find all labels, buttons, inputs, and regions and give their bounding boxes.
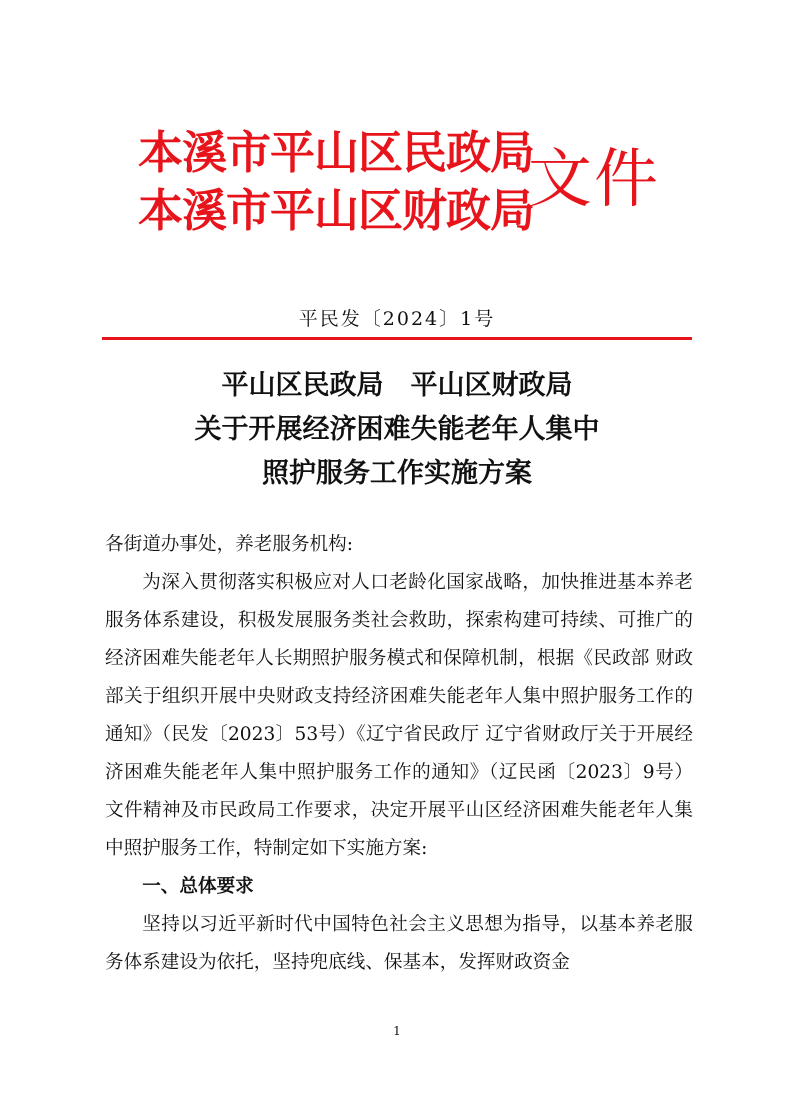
section-heading-1: 一、总体要求 bbox=[142, 876, 254, 897]
document-body bbox=[105, 526, 693, 982]
page-number: 1 bbox=[393, 1024, 401, 1038]
title-line-3: 照护服务工作实施方案 bbox=[262, 458, 532, 489]
red-separator-rule bbox=[102, 337, 692, 340]
title-line-1: 平山区民政局 平山区财政局 bbox=[221, 370, 573, 401]
document-header bbox=[0, 0, 794, 300]
title-line-2: 关于开展经济困难失能老年人集中 bbox=[194, 414, 600, 445]
paragraph-general-requirements: 坚持以习近平新时代中国特色社会主义思想为指导，以基本养老服务体系建设为依托，坚持兜底线、保基本，发挥财政资金 bbox=[105, 914, 693, 973]
issuer-civil-affairs-bureau: 本溪市平山区民政局 bbox=[138, 126, 535, 179]
issuer-finance-bureau: 本溪市平山区财政局 bbox=[138, 184, 535, 237]
document-word: 文件 bbox=[528, 143, 660, 217]
document-number: 平民发〔2024〕1号 bbox=[298, 308, 496, 330]
document-title bbox=[0, 364, 794, 496]
paragraph-intro: 为深入贯彻落实积极应对人口老龄化国家战略，加快推进基本养老服务体系建设，积极发展服务类社会救助，探索构建可持续、可推广的经济困难失能老年人长期照护服务模式和保障机制，根据《民政部 财政部关于组织开展中央财政支持经济困难失能老年人集中照护服务工作的通知》（民发〔2023〕53号）《辽宁省民政厅 辽宁省财政厅关于开展经济困难失能老年人集中照护服务工作的通知》（辽民函〔2023〕9号）文件精神及市民政局工作要求，决定开展平山区经济困难失能老年人集中照护服务工作，特制定如下实施方案: bbox=[105, 572, 693, 859]
salutation: 各街道办事处，养老服务机构: bbox=[105, 534, 353, 555]
